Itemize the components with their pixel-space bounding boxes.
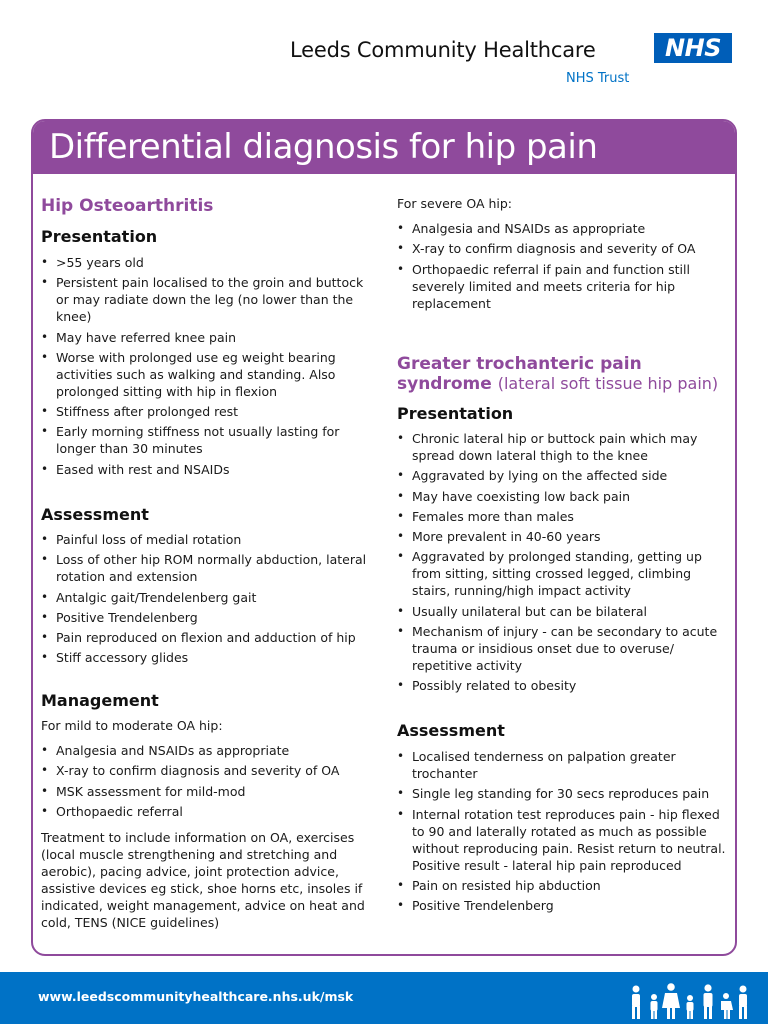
- list-item: • Persistent pain localised to the groin and buttock or may radiate down the leg (no lower than the knee): [41, 274, 371, 325]
- oa-presentation-heading: Presentation: [41, 227, 158, 246]
- oa-treatment-text: Treatment to include information on OA, exercises (local muscle strengthening and stretching and aerobic), pacing advice, joint protection advice, assistive devices eg stick, shoe horns etc, insoles if indicated, weight management, advice on heat and cold, TENS (NICE guidelines): [41, 830, 365, 931]
- list-item: • Mechanism of injury - can be secondary to acute trauma or insidious onset due to overuse/ repetitive activity: [397, 623, 732, 674]
- oa-presentation-list: [41, 254, 371, 481]
- trust-name: NHS Trust: [566, 71, 630, 86]
- list-item: • Analgesia and NSAIDs as appropriate: [41, 742, 371, 759]
- oa-severe-intro: For severe OA hip:: [397, 196, 513, 211]
- gtps-heading-line2: [397, 374, 732, 394]
- footer-bar: [0, 972, 768, 1024]
- list-item: • Eased with rest and NSAIDs: [41, 461, 371, 478]
- list-item: • Stiffness after prolonged rest: [41, 403, 371, 420]
- list-item: • Antalgic gait/Trendelenberg gait: [41, 589, 371, 606]
- organisation-name: Leeds Community Healthcare: [290, 38, 596, 62]
- oa-assessment-list: [41, 531, 371, 670]
- list-item: • Worse with prolonged use eg weight bearing activities such as walking and standing. Also prolonged sitting with hip in flexion: [41, 349, 371, 400]
- list-item: • Orthopaedic referral: [41, 803, 371, 820]
- list-item: • May have coexisting low back pain: [397, 488, 732, 505]
- website-link[interactable]: www.leedscommunityhealthcare.nhs.uk/msk: [38, 989, 354, 1004]
- list-item: • Localised tenderness on palpation greater trochanter: [397, 748, 732, 782]
- list-item: • Pain reproduced on flexion and adduction of hip: [41, 629, 371, 646]
- hip-oa-heading: Hip Osteoarthritis: [41, 196, 214, 216]
- gtps-heading-syndrome: syndrome: [397, 374, 492, 394]
- oa-mild-intro: For mild to moderate OA hip:: [41, 718, 223, 733]
- oa-mild-list: [41, 742, 371, 823]
- list-item: • More prevalent in 40-60 years: [397, 528, 732, 545]
- list-item: • Positive Trendelenberg: [397, 897, 732, 914]
- list-item: • X-ray to confirm diagnosis and severity of OA: [397, 240, 732, 257]
- gtps-assessment-list: [397, 748, 732, 917]
- list-item: • Females more than males: [397, 508, 732, 525]
- list-item: • Pain on resisted hip abduction: [397, 877, 732, 894]
- gtps-presentation-heading: Presentation: [397, 404, 514, 423]
- family-figures-icon: [624, 974, 754, 1022]
- list-item: • Early morning stiffness not usually lasting for longer than 30 minutes: [41, 423, 371, 457]
- gtps-assessment-heading: Assessment: [397, 721, 505, 740]
- oa-severe-list: [397, 220, 732, 315]
- gtps-heading-subtitle: (lateral soft tissue hip pain): [497, 374, 719, 393]
- list-item: • MSK assessment for mild-mod: [41, 783, 371, 800]
- oa-assessment-heading: Assessment: [41, 505, 149, 524]
- list-item: • Aggravated by lying on the affected side: [397, 467, 732, 484]
- list-item: • Usually unilateral but can be bilateral: [397, 603, 732, 620]
- nhs-logo: NHS: [654, 33, 732, 63]
- list-item: • Aggravated by prolonged standing, getting up from sitting, sitting crossed legged, climbing stairs, running/high impact activity: [397, 548, 732, 599]
- list-item: • Possibly related to obesity: [397, 677, 732, 694]
- oa-management-heading: Management: [41, 691, 159, 710]
- list-item: • Analgesia and NSAIDs as appropriate: [397, 220, 732, 237]
- gtps-heading-line1: Greater trochanteric pain: [397, 354, 642, 374]
- list-item: • Positive Trendelenberg: [41, 609, 371, 626]
- page-title: Differential diagnosis for hip pain: [33, 121, 735, 174]
- list-item: • Loss of other hip ROM normally abduction, lateral rotation and extension: [41, 551, 371, 585]
- list-item: • Orthopaedic referral if pain and function still severely limited and meets criteria for hip replacement: [397, 261, 732, 312]
- list-item: • Chronic lateral hip or buttock pain which may spread down lateral thigh to the knee: [397, 430, 732, 464]
- list-item: • Stiff accessory glides: [41, 649, 371, 666]
- list-item: • Painful loss of medial rotation: [41, 531, 371, 548]
- list-item: • May have referred knee pain: [41, 329, 371, 346]
- gtps-heading: [397, 354, 732, 394]
- list-item: • Internal rotation test reproduces pain - hip flexed to 90 and laterally rotated as much as possible without reproducing pain. Resist return to neutral. Positive result - lateral hip pain reproduced: [397, 806, 732, 874]
- list-item: • X-ray to confirm diagnosis and severity of OA: [41, 762, 371, 779]
- list-item: • >55 years old: [41, 254, 371, 271]
- list-item: • Single leg standing for 30 secs reproduces pain: [397, 785, 732, 802]
- gtps-presentation-list: [397, 430, 732, 698]
